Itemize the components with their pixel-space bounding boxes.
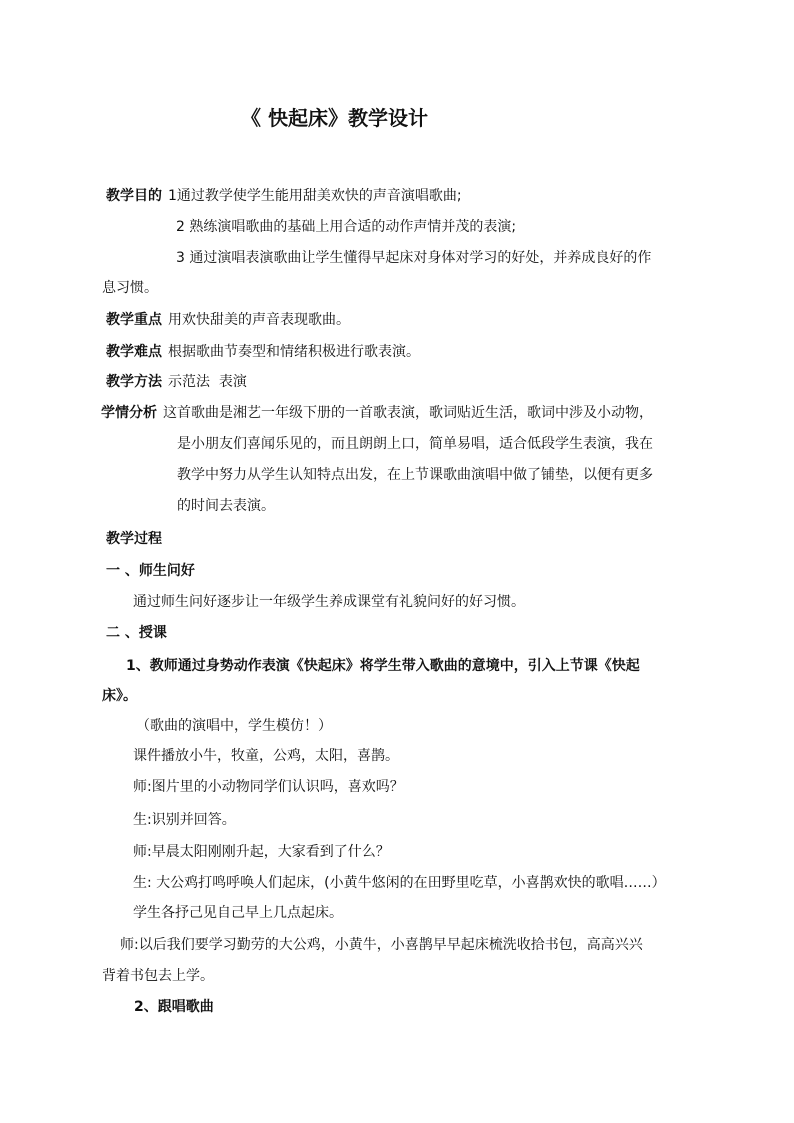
objective-item-3-continuation: 息习惯。 [102, 280, 158, 296]
process-line-2: 课件播放小牛，牧童，公鸡，太阳，喜鹊。 [133, 748, 399, 764]
method-label: 教学方法 [106, 374, 162, 390]
analysis-row [101, 403, 653, 423]
difficulty-label: 教学难点 [106, 344, 162, 360]
process-line-4: 生:识别并回答。 [133, 812, 236, 828]
objective-item-1: 1通过教学使学生能用甜美欢快的声音演唱歌曲; [168, 188, 462, 204]
objective-item-2: 2 熟练演唱歌曲的基础上用合适的动作声情并茂的表演; [176, 219, 517, 235]
key-point-row [106, 310, 350, 330]
step2-heading: 2、跟唱歌曲 [134, 999, 214, 1015]
process-line-5: 师:早晨太阳刚刚升起，大家看到了什么？ [133, 844, 390, 860]
teacher-line-1: 师:以后我们要学习勤劳的大公鸡，小黄牛，小喜鹊早早起床梳洗收拾书包，高高兴兴 [120, 937, 643, 953]
process-line-7: 学生各抒己见自己早上几点起床。 [133, 905, 343, 921]
step1-line-1: 1、教师通过身势动作表演《快起床》将学生带入歌曲的意境中，引入上节课《快起 [126, 658, 640, 674]
section2-heading: 二 、授课 [106, 625, 167, 641]
method-text: 示范法 表演 [168, 374, 247, 390]
teacher-line-2: 背着书包去上学。 [102, 968, 214, 984]
difficulty-row [106, 342, 420, 362]
section1-heading: 一 、师生问好 [106, 563, 195, 579]
objective-item-3: 3 通过演唱表演歌曲让学生懂得早起床对身体对学习的好处，并养成良好的作 [176, 250, 652, 266]
analysis-line-1: 这首歌曲是湘艺一年级下册的一首歌表演，歌词贴近生活，歌词中涉及小动物， [163, 405, 653, 421]
difficulty-text: 根据歌曲节奏型和情绪积极进行歌表演。 [168, 344, 420, 360]
process-line-1: （歌曲的演唱中，学生模仿！） [136, 718, 332, 734]
process-line-6: 生: 大公鸡打鸣呼唤人们起床，(小黄牛悠闲的在田野里吃草，小喜鹊欢快的歌唱……） [133, 875, 666, 891]
key-point-text: 用欢快甜美的声音表现歌曲。 [168, 312, 350, 328]
process-heading: 教学过程 [106, 531, 162, 547]
analysis-label: 学情分析 [101, 405, 157, 421]
document-title: 《 快起床》教学设计 [241, 106, 428, 130]
step1-line-2: 床》。 [102, 688, 137, 704]
process-line-3: 师:图片里的小动物同学们认识吗，喜欢吗？ [133, 779, 404, 795]
analysis-line-2: 是小朋友们喜闻乐见的，而且朗朗上口，简单易唱，适合低段学生表演，我在 [177, 436, 653, 452]
section1-text: 通过师生问好逐步让一年级学生养成课堂有礼貌问好的好习惯。 [133, 594, 525, 610]
analysis-line-4: 的时间去表演。 [177, 498, 275, 514]
method-row [106, 372, 247, 392]
analysis-line-3: 教学中努力从学生认知特点出发，在上节课歌曲演唱中做了铺垫，以便有更多 [177, 467, 653, 483]
objectives-row [106, 186, 462, 206]
key-point-label: 教学重点 [106, 312, 162, 328]
objectives-label: 教学目的 [106, 188, 162, 204]
